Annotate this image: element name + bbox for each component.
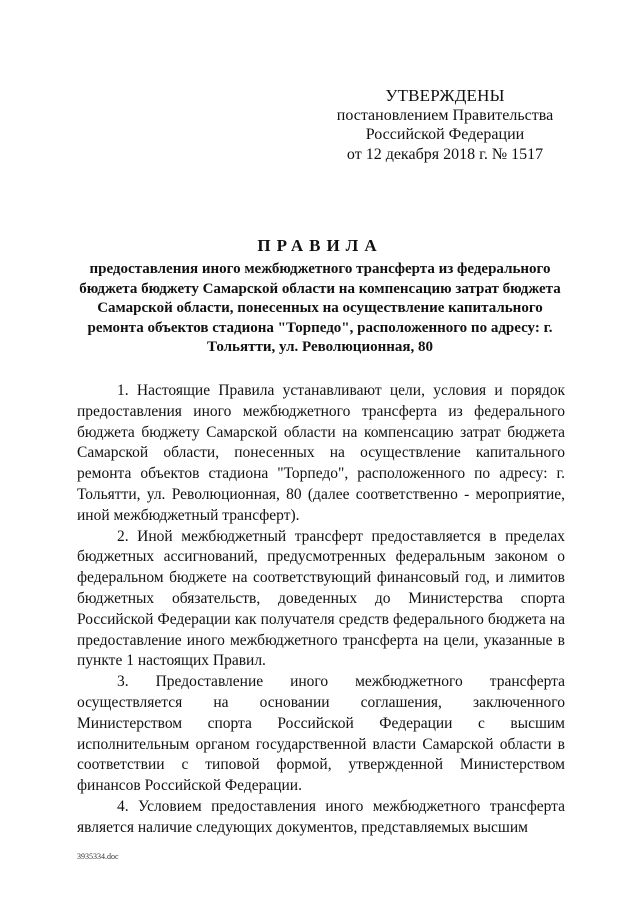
approval-line-2: Российской Федерации — [365, 126, 525, 143]
paragraph-1: 1. Настоящие Правила устанавливают цели, условия и порядок предоставления иного межбюджетного трансферта из федерального бюджета бюджету Самарской области на компенсацию затрат бюджета Самарской области, понесенных на осуществление капитального ремонта объектов стадиона "Торпедо", расположенного по адресу: г. Тольятти, ул. Революционная, 80 (далее соответственно - мероприятие, иной межбюджетный трансферт). — [77, 382, 565, 524]
approval-heading: УТВЕРЖДЕНЫ — [385, 86, 505, 105]
paragraph-2: 2. Иной межбюджетный трансферт предоставляется в пределах бюджетных ассигнований, предусмотренных федеральным законом о федеральном бюджете на соответствующий финансовый год, и лимитов бюджетных обязательств, доведенных до Министерства спорта Российской Федерации как получателя средств федерального бюджета на предоставление иного межбюджетного трансферта на цели, указанные в пункте 1 настоящих Правил. — [77, 527, 565, 670]
paragraph-4: 4. Условием предоставления иного межбюджетного трансферта является наличие следующих документов, представляемых высшим — [77, 797, 565, 836]
paragraph-3: 3. Предоставление иного межбюджетного трансферта осуществляется на основании соглашения, заключенного Министерством спорта Российской Федерации с высшим исполнительным органом государственной власти Самарской области в соответствии с типовой формой, утвержденной Министерством финансов Российской Федерации. — [77, 673, 565, 795]
document-subtitle: предоставления иного межбюджетного трансферта из федерального бюджета бюджету Самарской области на компенсацию затрат бюджета Самарской области, понесенных на осуществление капитального ремонта объектов стадиона "Торпедо", расположенного по адресу: г. Тольятти, ул. Революционная, 80 — [79, 261, 561, 355]
document-body — [77, 381, 565, 839]
approval-line-1: постановлением Правительства — [336, 106, 554, 124]
approval-line-3: от 12 декабря 2018 г. № 1517 — [346, 145, 544, 163]
footer-filename: 3935334.doc — [77, 852, 119, 861]
approval-block — [330, 86, 560, 164]
document-title: ПРАВИЛА — [257, 236, 383, 255]
